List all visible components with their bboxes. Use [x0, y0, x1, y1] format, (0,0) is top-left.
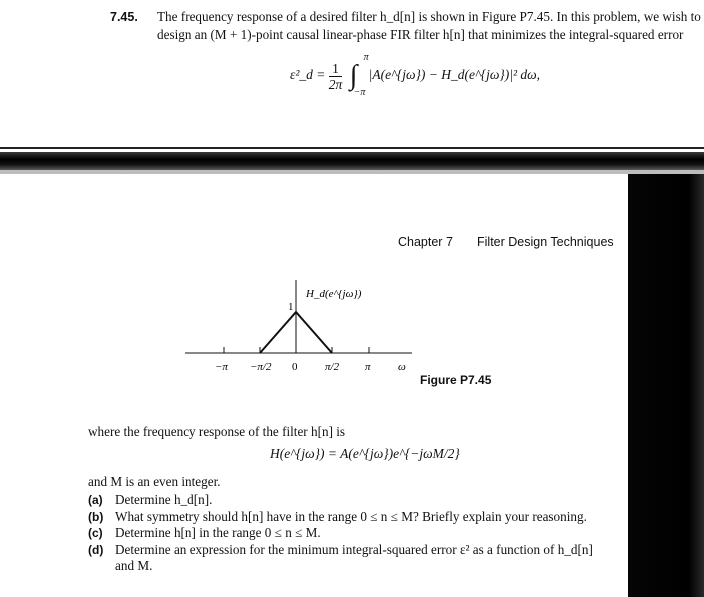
- tick-label-zero: 0: [292, 361, 298, 373]
- curve-label: H_d(e^{jω}): [306, 288, 362, 300]
- part-c: [88, 525, 613, 542]
- error-equation: [290, 52, 541, 98]
- part-a-text: Determine h_d[n].: [115, 492, 213, 507]
- part-a-label: (a): [88, 493, 103, 507]
- integral-sign: ∫ π −π: [349, 52, 369, 98]
- tick-label-pi-half: π/2: [325, 361, 340, 373]
- page-divider-thick: [0, 152, 704, 170]
- part-a: [88, 492, 613, 509]
- problem-parts: [88, 492, 613, 575]
- tick-label-pi: π: [365, 361, 371, 373]
- axis-variable: ω: [398, 361, 406, 373]
- part-b-text: What symmetry should h[n] have in the range 0 ≤ n ≤ M? Briefly explain your reasoning.: [115, 508, 587, 524]
- integrand: |A(e^{jω}) − H_d(e^{jω})|² dω,: [368, 67, 541, 83]
- filter-response-equation: H(e^{jω}) = A(e^{jω})e^{−jωM/2}: [270, 446, 460, 461]
- part-c-text: Determine h[n] in the range 0 ≤ n ≤ M.: [115, 525, 321, 540]
- error-lhs: ε²_d =: [290, 67, 326, 83]
- peak-label: 1: [288, 301, 294, 313]
- body-line-2: and M is an even integer.: [88, 474, 221, 489]
- problem-number: 7.45.: [110, 10, 138, 24]
- upper-limit: π: [363, 52, 369, 63]
- lower-limit: −π: [353, 87, 366, 98]
- part-d: [88, 542, 613, 575]
- part-b: [88, 509, 613, 526]
- body-line-1: where the frequency response of the filter h[n] is: [88, 424, 346, 439]
- problem-statement: [110, 8, 704, 43]
- page-divider-shadow: [0, 170, 704, 174]
- scan-edge-shadow: [628, 174, 704, 597]
- fraction-numerator: 1: [329, 61, 343, 77]
- part-d-text: Determine an expression for the minimum integral-squared error ε² as a function of h_d[n] and M.: [115, 541, 593, 573]
- part-b-label: (b): [88, 509, 104, 524]
- chapter-title: Filter Design Techniques: [477, 235, 614, 249]
- tick-label-minus-pi-half: −π/2: [250, 361, 272, 373]
- fraction-denominator: 2π: [328, 76, 343, 92]
- chapter-number: Chapter 7: [398, 235, 453, 249]
- part-d-label: (d): [88, 542, 104, 557]
- part-c-label: (c): [88, 526, 103, 540]
- problem-text: The frequency response of a desired filter h_d[n] is shown in Figure P7.45. In this problem, we wish to design an (M + 1)-point causal linear-phase FIR filter h[n] that minimizes the integral-squared error: [157, 9, 701, 42]
- error-fraction: [329, 61, 343, 92]
- tick-label-minus-pi: −π: [215, 361, 228, 373]
- frequency-response-figure: [180, 278, 420, 388]
- page-divider-thin: [0, 147, 704, 149]
- figure-caption: Figure P7.45: [420, 373, 492, 387]
